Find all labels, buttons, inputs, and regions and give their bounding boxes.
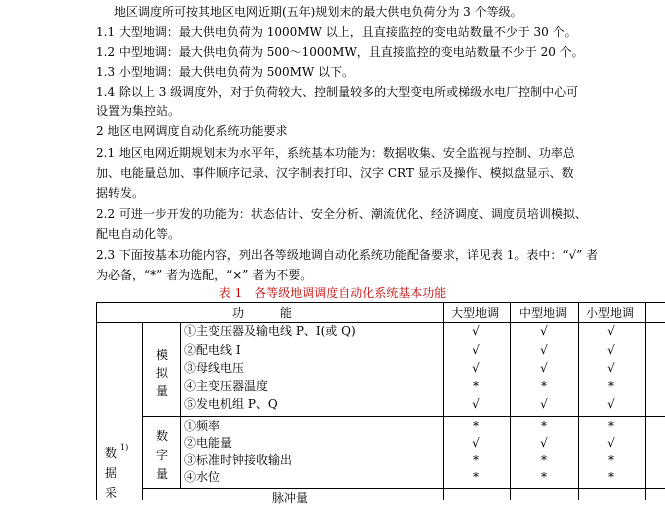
table-rule xyxy=(180,322,181,488)
paragraph-line: 1.4 除以上 3 级调度外，对于负荷较大、控制量较多的大型变电所或梯级水电厂控制中心可 xyxy=(96,85,579,99)
table-rule xyxy=(142,322,143,500)
function-name: ①频率 xyxy=(184,419,221,433)
table-title: 表 1 各等级地调调度自动化系统基本功能 xyxy=(218,286,447,300)
digital-label-char: 量 xyxy=(155,467,168,481)
paragraph-line: 加、电能量总加、事件顺序记录、汉字制表打印、汉字 CRT 显示及操作、模拟盘显示、数 xyxy=(96,166,574,180)
mark-small: * xyxy=(608,470,614,484)
mark-medium: * xyxy=(541,453,547,467)
mark-small: * xyxy=(608,453,614,467)
pulse-label: 脉冲量 xyxy=(272,491,309,505)
mark-medium: √ xyxy=(540,436,548,450)
table-rule xyxy=(443,302,444,500)
digital-label-char: 数 xyxy=(155,429,168,443)
mark-small: √ xyxy=(607,343,615,357)
paragraph-line: 1.3 小型地调：最大供电负荷为 500MW 以下。 xyxy=(96,65,355,79)
mark-large: * xyxy=(473,379,479,393)
group-note: 1) xyxy=(120,443,129,452)
function-name: ④水位 xyxy=(184,470,221,484)
paragraph-line: 地区调度所可按其地区电网近期(五年)规划末的最大供电负荷分为 3 个等级。 xyxy=(114,5,523,19)
function-name: ⑤发电机组 P、Q xyxy=(184,397,278,411)
paragraph-line: 设置为集控站。 xyxy=(96,104,181,118)
mark-small: * xyxy=(608,419,614,433)
table-rule xyxy=(96,302,97,500)
header-function: 功 能 xyxy=(232,306,293,320)
mark-large: √ xyxy=(472,343,480,357)
table-rule xyxy=(645,302,646,500)
mark-large: * xyxy=(473,470,479,484)
header-medium: 中型地调 xyxy=(519,306,568,320)
mark-large: √ xyxy=(472,324,480,338)
mark-medium: √ xyxy=(540,324,548,338)
mark-large: * xyxy=(473,419,479,433)
mark-large: √ xyxy=(472,397,480,411)
paragraph-line: 为必备，“*” 者为选配，“×” 者为不要。 xyxy=(96,268,313,282)
paragraph-line: 据转发。 xyxy=(96,186,145,200)
mark-medium: * xyxy=(541,379,547,393)
mark-small: √ xyxy=(607,436,615,450)
analog-label-char: 模 xyxy=(155,348,168,362)
mark-small: √ xyxy=(607,361,615,375)
paragraph-line: 1.1 大型地调：最大供电负荷为 1000MW 以上，且直接监控的变电站数量不少于 30 个。 xyxy=(96,25,577,39)
analog-label-char: 量 xyxy=(155,384,168,398)
mark-medium: * xyxy=(541,419,547,433)
digital-label-char: 字 xyxy=(155,448,168,462)
mark-medium: √ xyxy=(540,361,548,375)
function-name: ①主变压器及输电线 P、I(或 Q) xyxy=(184,324,356,338)
mark-large: √ xyxy=(472,361,480,375)
table-rule xyxy=(510,302,511,500)
function-name: ②电能量 xyxy=(184,436,233,450)
paragraph-line: 2.2 可进一步开发的功能为：状态估计、安全分析、潮流优化、经济调度、调度员培训模拟、 xyxy=(96,207,587,221)
mark-medium: √ xyxy=(540,397,548,411)
paragraph-line: 2 地区电网调度自动化系统功能要求 xyxy=(96,124,288,138)
mark-small: * xyxy=(608,379,614,393)
mark-medium: √ xyxy=(540,343,548,357)
table-rule xyxy=(578,302,579,500)
mark-large: * xyxy=(473,453,479,467)
paragraph-line: 2.1 地区电网近期规划末为水平年，系统基本功能为：数据收集、安全监视与控制、功率总 xyxy=(96,146,575,160)
analog-label-char: 拟 xyxy=(155,366,168,380)
group-label-char: 数 xyxy=(104,446,117,460)
table-rule xyxy=(96,302,665,303)
header-large: 大型地调 xyxy=(451,306,500,320)
function-name: ③母线电压 xyxy=(184,361,245,375)
group-label-char: 据 xyxy=(104,466,117,480)
header-small: 小型地调 xyxy=(586,306,635,320)
mark-small: √ xyxy=(607,397,615,411)
paragraph-line: 2.3 下面按基本功能内容，列出各等级地调自动化系统功能配备要求，详见表 1。表中：“√” 者 xyxy=(96,248,599,262)
function-name: ④主变压器温度 xyxy=(184,379,269,393)
mark-large: √ xyxy=(472,436,480,450)
paragraph-line: 1.2 中型地调：最大供电负荷为 500～1000MW，且直接监控的变电站数量不少于 20 个。 xyxy=(96,45,584,59)
group-label-char: 采 xyxy=(104,486,117,500)
table-rule xyxy=(96,322,665,323)
function-name: ②配电线 I xyxy=(184,343,241,357)
mark-medium: * xyxy=(541,470,547,484)
table-rule xyxy=(142,488,665,489)
function-name: ③标准时钟接收输出 xyxy=(184,453,293,467)
mark-small: √ xyxy=(607,324,615,338)
paragraph-line: 配电自动化等。 xyxy=(96,227,181,241)
table-rule xyxy=(142,416,665,417)
